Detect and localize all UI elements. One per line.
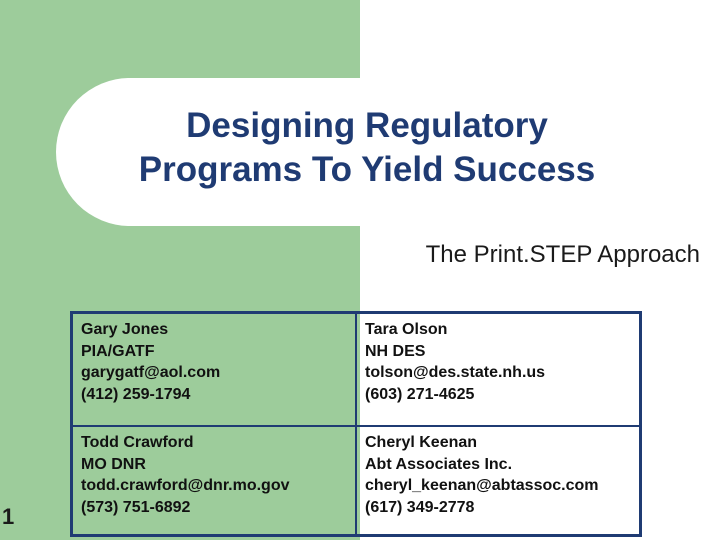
slide-title <box>56 104 678 192</box>
contact-org: NH DES <box>365 342 426 360</box>
contact-email: garygatf@aol.com <box>81 364 221 381</box>
contact-email: todd.crawford@dnr.mo.gov <box>81 477 290 494</box>
contact-org: MO DNR <box>81 455 146 473</box>
slide-number: 1 <box>2 504 15 529</box>
title-line-2: Programs To Yield Success <box>138 150 596 189</box>
contact-name: Tara Olson <box>365 321 448 338</box>
contact-cell-tara-olson <box>356 313 641 427</box>
contact-phone: (603) 271-4625 <box>365 385 475 403</box>
contact-org: Abt Associates Inc. <box>365 455 513 473</box>
contact-name: Gary Jones <box>81 321 169 338</box>
contact-table <box>70 311 642 537</box>
contact-phone: (617) 349-2778 <box>365 498 475 516</box>
contact-cell-todd-crawford <box>72 426 357 536</box>
contact-row <box>72 426 641 536</box>
contact-cell-cheryl-keenan <box>356 426 641 536</box>
contact-phone: (412) 259-1794 <box>81 385 191 403</box>
contact-name: Todd Crawford <box>81 434 194 451</box>
slide-subtitle: The Print.STEP Approach <box>425 241 700 268</box>
contact-email: tolson@des.state.nh.us <box>365 364 546 381</box>
contact-cell-gary-jones <box>72 313 357 427</box>
contact-row <box>72 313 641 427</box>
contact-name: Cheryl Keenan <box>365 434 478 451</box>
contact-org: PIA/GATF <box>81 342 155 360</box>
contact-email: cheryl_keenan@abtassoc.com <box>365 477 599 494</box>
contact-phone: (573) 751-6892 <box>81 498 191 516</box>
title-line-1: Designing Regulatory <box>186 106 548 145</box>
